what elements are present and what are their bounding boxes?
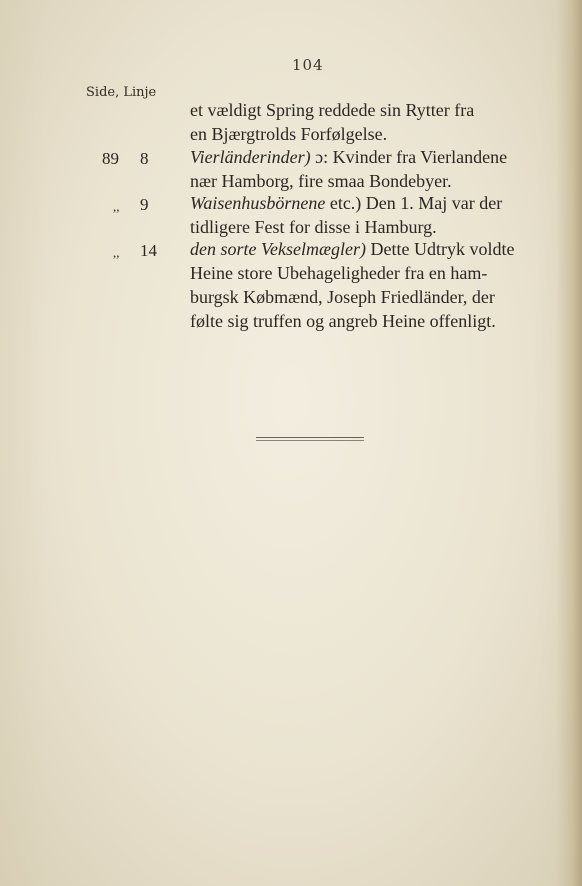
ref-side-ditto: ,, [113,245,120,260]
end-rule-top [256,437,364,438]
note-term: Waisenhusbörnene [190,193,326,213]
note-text: nær Hamborg, fire smaa Bondebyer. [190,171,452,191]
ref-side: 89 [102,149,119,168]
note-line [190,193,502,214]
note-term: Vierländerinder) [190,147,311,167]
note-text: en Bjærgtrolds Forfølgelse. [190,124,388,144]
ref-linje: 14 [140,241,157,260]
page-number: 104 [292,56,324,74]
note-text: et vældigt Spring reddede sin Rytter fra [190,100,475,120]
page-edge-shadow [556,0,582,886]
note-line [190,147,507,168]
end-rule-bottom [256,440,364,441]
note-text: følte sig truffen og angreb Heine offenligt. [190,311,496,331]
note-line [190,100,474,121]
note-line [190,287,495,308]
note-line [190,263,487,284]
note-text: Dette Udtryk voldte [365,239,515,259]
note-line [190,311,496,332]
end-rule [256,437,364,441]
ref-linje: 9 [140,195,149,214]
note-text: etc.) Den 1. Maj var der [325,193,503,213]
note-text: Heine store Ubehageligheder fra en ham- [190,263,488,283]
note-text: tidligere Fest for disse i Hamburg. [190,217,437,237]
note-text: burgsk Købmænd, Joseph Friedländer, der [190,287,495,307]
column-header: Side, Linje [86,85,157,100]
note-text: ɔ: Kvinder fra Vierlandene [310,147,508,167]
ref-linje: 8 [140,149,149,168]
note-line [190,171,452,192]
ref-side-ditto: ,, [113,199,120,214]
note-term: den sorte Vekselmægler) [190,239,366,259]
note-line [190,217,437,238]
note-line [190,124,387,145]
note-line [190,239,514,260]
